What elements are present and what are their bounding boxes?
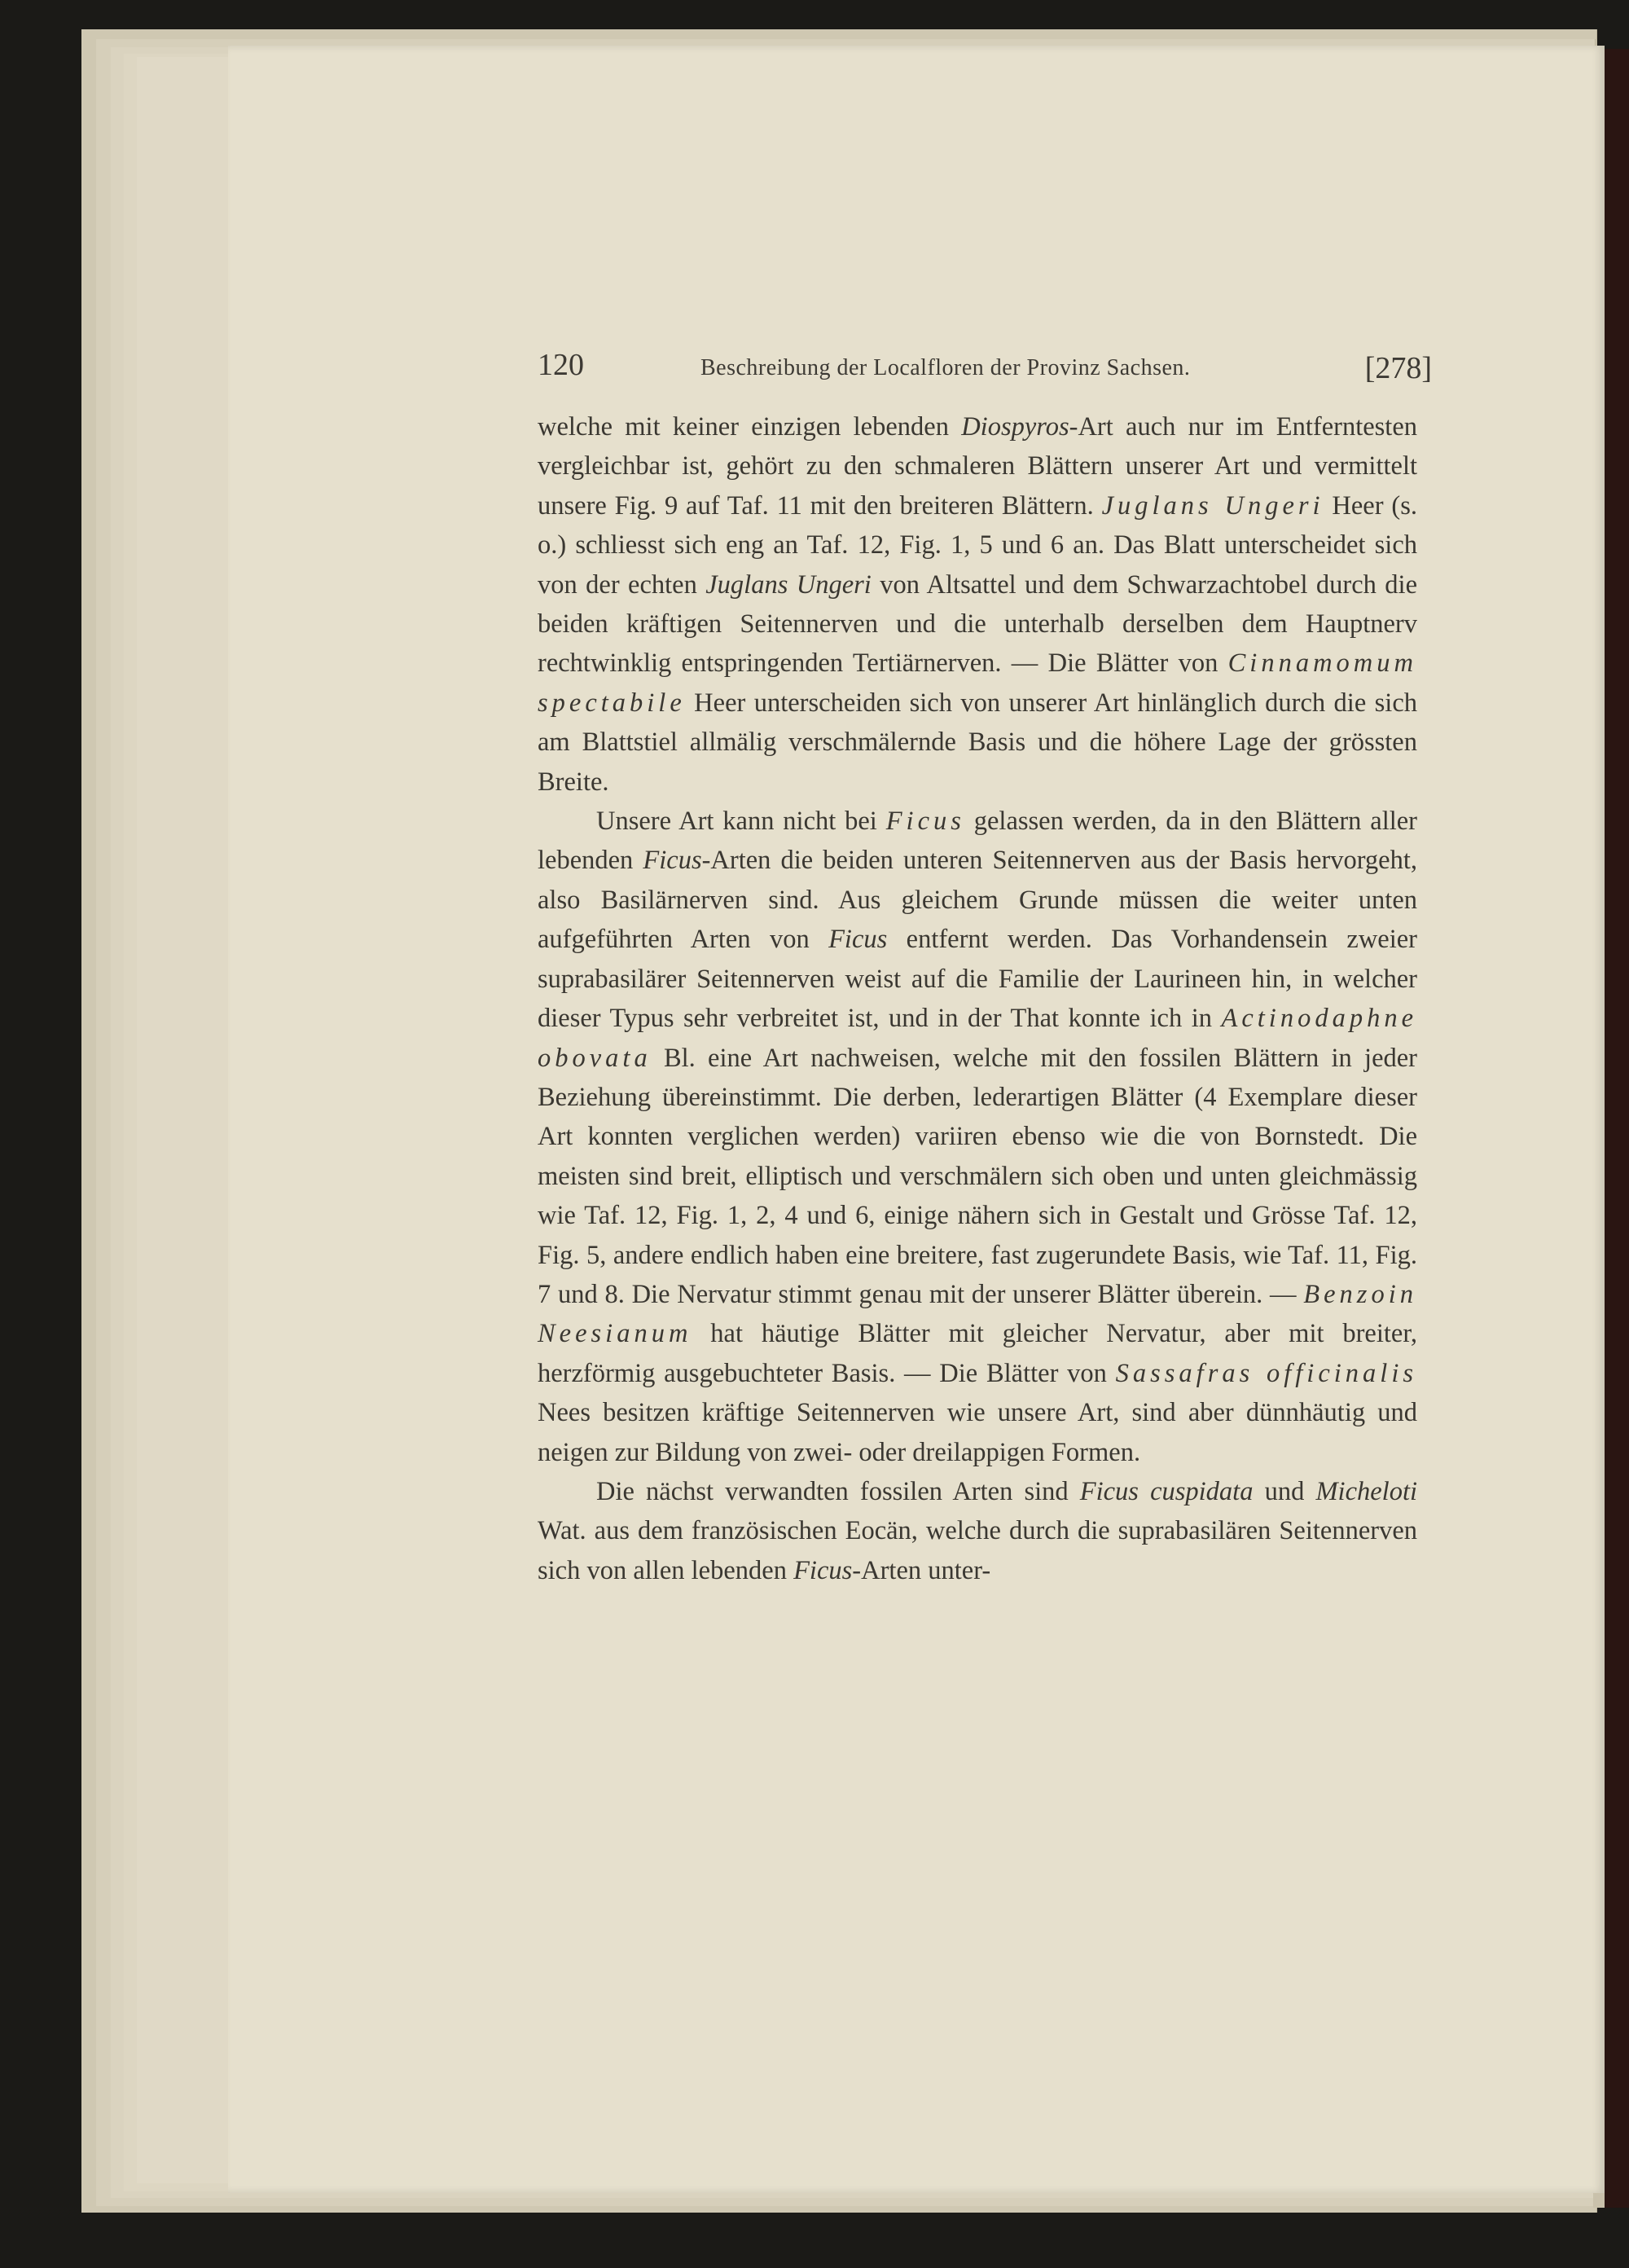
paragraph: [538, 407, 1417, 802]
text-run: welche mit keiner einzigen lebenden: [538, 412, 962, 442]
text-run: Unsere Art kann nicht bei: [596, 807, 886, 837]
page-header: [538, 341, 1432, 389]
species-name: Diospyros: [961, 412, 1069, 442]
species-name: Cinnamomum spectabile: [538, 648, 1417, 718]
page-number: 120: [538, 348, 584, 382]
species-name: Ficus: [793, 1555, 853, 1585]
text-run: -Arten die beiden unteren Seitennerven aus der Basis hervorgeht, also Basilärnerven sind. Aus gleichem Grunde müssen die weiter unten aufgeführten Arten von: [538, 846, 1418, 955]
text-run: Die nächst verwandten fossilen Arten sind: [596, 1476, 1080, 1506]
paragraph: [538, 802, 1417, 1472]
species-name: Juglans Ungeri: [1101, 490, 1324, 521]
text-run: Bl. eine Art nachweisen, welche mit den fossilen Blättern in jeder Beziehung übereinstimmt. Die derben, lederartigen Blätter (4 Exemplare dieser Art konnten verglichen werden) variiren ebenso wie die von Bornstedt. Die meisten sind breit, elliptisch und verschmälern sich oben und unten gleichmässig wie Taf. 12, Fig. 1, 2, 4 und 6, einige nähern sich in Gestalt und Grösse Taf. 12, Fig. 5, andere endlich haben eine breitere, fast zugerundete Basis, wie Taf. 11, Fig. 7 und 8. Die Nervatur stimmt genau mit der unserer Blätter überein. —: [538, 1043, 1417, 1309]
species-name: Ficus: [828, 925, 888, 955]
text-run: -Art auch nur im Entferntesten vergleichbar ist, gehört zu den schmaleren Blättern unserer Art und vermittelt unsere Fig. 9 auf Taf. 11 mit den breiteren Blättern.: [538, 412, 1417, 521]
text-run: Nees besitzen kräftige Seitennerven wie unsere Art, sind aber dünnhäutig und neigen zur Bildung von zwei- oder dreilappigen Formen.: [538, 1398, 1417, 1467]
text-run: -Arten unter-: [852, 1555, 991, 1585]
text-run: von Altsattel und dem Schwarzachtobel durch die beiden kräftigen Seitennerven und die unterhalb derselben dem Hauptnerv rechtwinklig entspringenden Tertiärnerven. — Die Blätter von: [538, 569, 1417, 679]
text-run: hat häutige Blätter mit gleicher Nervatur, aber mit breiter, herzförmig ausgebuchteter Basis. — Die Blätter von: [538, 1319, 1417, 1388]
paragraph: [538, 1472, 1417, 1590]
text-run: gelassen werden, da in den Blättern aller lebenden: [538, 807, 1418, 876]
species-name: Ficus: [643, 846, 702, 876]
species-name: Actinodaphne obovata: [538, 1004, 1417, 1073]
text-run: entfernt werden. Das Vorhandensein zweier suprabasilärer Seitennerven weist auf die Familie der Laurineen hin, in welcher dieser Typus sehr verbreitet ist, und in der That konnte ich in: [538, 925, 1418, 1034]
original-page-number: [278]: [1364, 351, 1432, 385]
species-name: Juglans Ungeri: [705, 569, 872, 600]
text-run: Heer unterscheiden sich von unserer Art hinlänglich durch die sich am Blattstiel allmälig verschmälernde Basis und die höhere Lage der grössten Breite.: [538, 688, 1417, 797]
species-name: Ficus cuspidata: [1079, 1476, 1254, 1506]
species-name: Ficus: [885, 807, 965, 837]
species-name: Micheloti: [1315, 1476, 1418, 1506]
body-text: [538, 407, 1417, 1590]
running-title: Beschreibung der Localfloren der Provinz Sachsen.: [700, 355, 1191, 380]
text-run: Wat. aus dem französischen Eocän, welche durch die suprabasilären Seitennerven sich von allen lebenden: [538, 1516, 1417, 1585]
species-name: Sassafras officinalis: [1115, 1358, 1418, 1388]
text-run: und: [1253, 1476, 1316, 1506]
text-run: Heer (s. o.) schliesst sich eng an Taf. 12, Fig. 1, 5 und 6 an. Das Blatt unterscheidet sich von der echten: [538, 490, 1417, 600]
binding-strip: [1605, 49, 1629, 2208]
species-name: Benzoin Neesianum: [538, 1279, 1417, 1349]
